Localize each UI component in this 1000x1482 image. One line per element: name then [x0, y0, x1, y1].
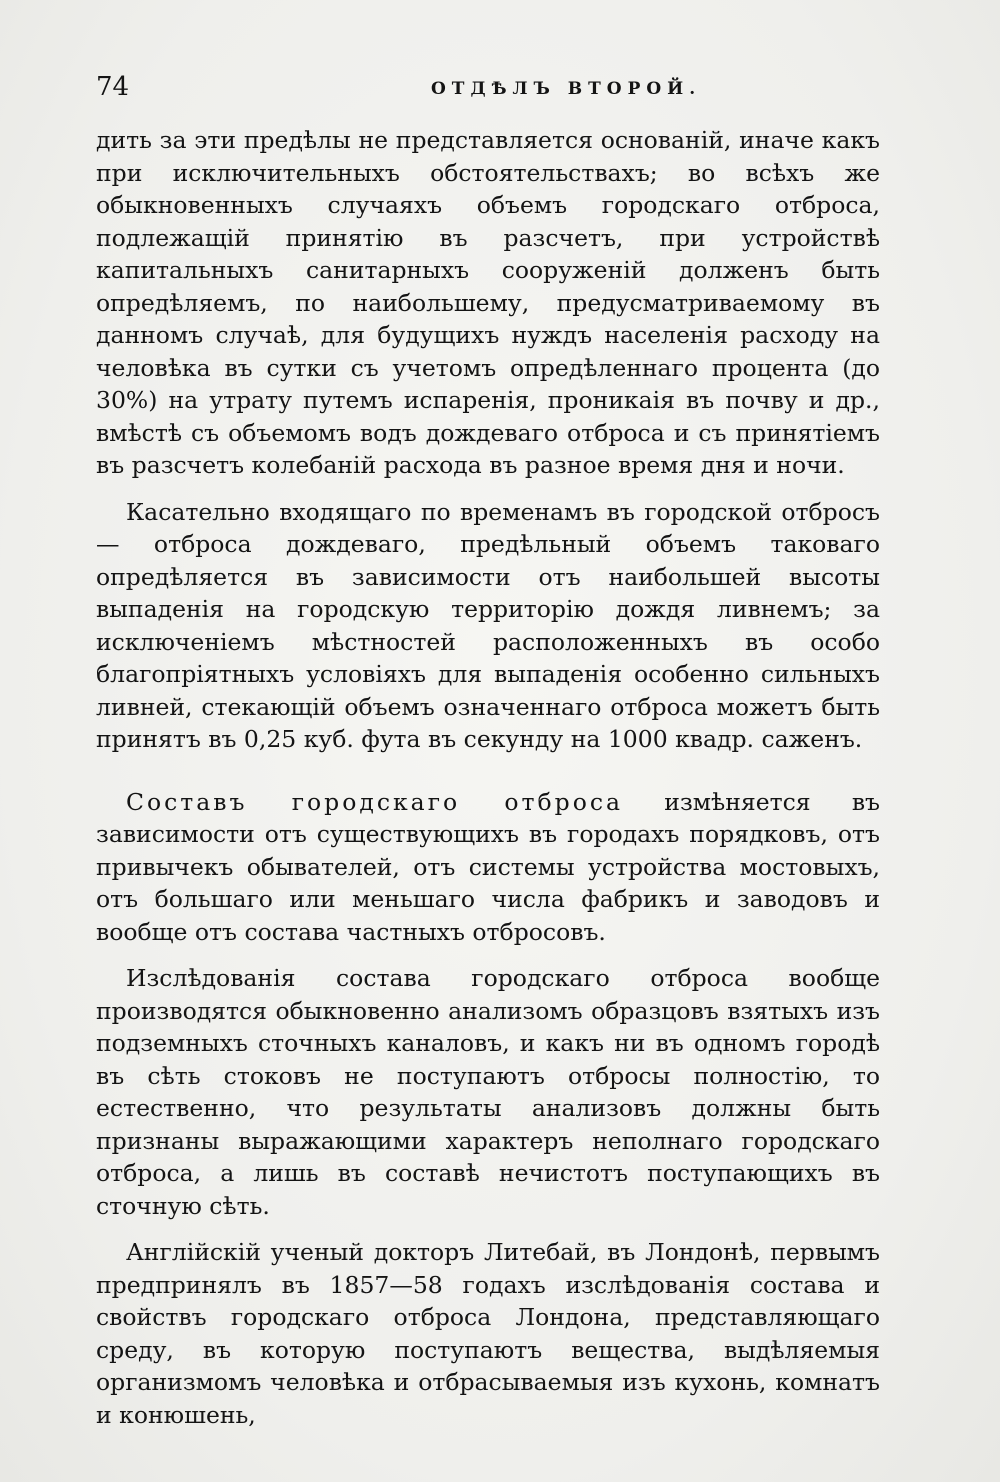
running-title: ОТДѢЛЪ ВТОРОЙ.: [431, 79, 702, 99]
page-number: 74: [96, 72, 130, 102]
paragraph-2: [96, 496, 880, 756]
paragraph-1: [96, 124, 880, 482]
paragraph-5: [96, 1236, 880, 1431]
page-header: [96, 72, 880, 106]
paragraph-text: измѣняется въ зависимости отъ существующихъ въ городахъ порядковъ, отъ привычекъ обывателей, отъ системы устройства мостовыхъ, отъ большаго или меньшаго числа фабрикъ и заводовъ и вообще отъ состава частныхъ отбросовъ.: [96, 787, 880, 946]
paragraph-3: [96, 786, 880, 949]
paragraph-text: Изслѣдованія состава городскаго отброса вообще производятся обыкновенно анализомъ образцовъ взятыхъ изъ подземныхъ сточныхъ каналовъ, и какъ ни въ одномъ городѣ въ сѣть стоковъ не поступаютъ отбросы полностію, то естественно, что результаты анализовъ должны быть признаны выражающими характеръ неполнаго городскаго отброса, а лишь въ составѣ нечистотъ поступающихъ въ сточную сѣть.: [96, 964, 880, 1220]
section-term: Составъ городскаго отброса: [126, 787, 624, 816]
paragraph-text: Англійскій ученый докторъ Литебай, въ Лондонѣ, первымъ предпринялъ въ 1857—58 годахъ изслѣдованія состава и свойствъ городскаго отброса Лондона, представляющаго среду, въ которую поступаютъ вещества, выдѣляемыя организмомъ человѣка и отбрасываемыя изъ кухонь, комнатъ и конюшень,: [96, 1238, 880, 1429]
page-body: [96, 124, 880, 1431]
paragraph-text: дить за эти предѣлы не представляется основаній, иначе какъ при исключительныхъ обстоятельствахъ; во всѣхъ же обыкновенныхъ случаяхъ объемъ городскаго отброса, подлежащій принятію въ разсчетъ, при устройствѣ капитальныхъ санитарныхъ сооруженій долженъ быть опредѣляемъ, по наибольшему, предусматриваемому въ данномъ случаѣ, для будущихъ нуждъ населенія расходу на человѣка въ сутки съ учетомъ опредѣленнаго процента (до 30%) на утрату путемъ испаренія, проникаія въ почву и др., вмѣстѣ съ объемомъ водъ дождеваго отброса и съ принятіемъ въ разсчетъ колебаній расхода въ разное время дня и ночи.: [96, 126, 880, 479]
paragraph-4: [96, 962, 880, 1222]
paragraph-text: Касательно входящаго по временамъ въ городской отбросъ— отброса дождеваго, предѣльный объемъ таковаго опредѣляется въ зависимости отъ наибольшей высоты выпаденія на городскую территорію дождя ливнемъ; за исключеніемъ мѣстностей расположенныхъ въ особо благопріятныхъ условіяхъ для выпаденія особенно сильныхъ ливней, стекающій объемъ означеннаго отброса можетъ быть принятъ въ 0,25 куб. фута въ секунду на 1000 квадр. саженъ.: [96, 497, 880, 753]
